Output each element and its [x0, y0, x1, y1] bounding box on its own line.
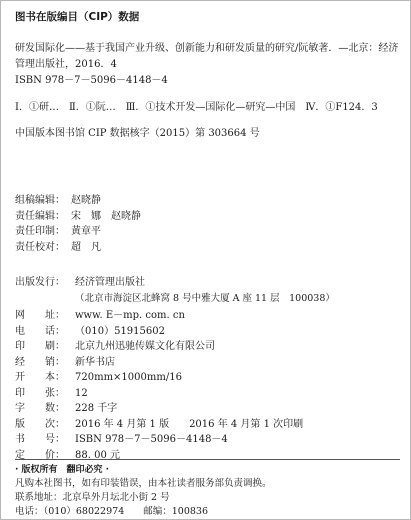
- detail-label: 版 次：: [15, 418, 65, 430]
- cip-heading: 图书在版编目（CIP）数据: [15, 11, 140, 23]
- detail-value: 2016 年 4 月第 1 版 2016 年 4 月第 1 次印刷: [75, 418, 304, 430]
- detail-row: [15, 355, 303, 371]
- editor-label: 责任编辑：: [15, 210, 65, 222]
- detail-row: [15, 417, 303, 433]
- editor-label: 责任校对：: [15, 241, 65, 253]
- divider-line: [15, 459, 400, 460]
- detail-value: 228 千字: [75, 403, 118, 414]
- detail-row: [15, 401, 303, 417]
- detail-value: www. E－mp. com. cn: [75, 310, 185, 321]
- editor-row: [15, 240, 141, 256]
- detail-label: 网 址：: [15, 310, 65, 321]
- detail-row: [15, 308, 303, 324]
- editor-value: 超 凡: [71, 241, 101, 253]
- detail-value: 12: [75, 387, 88, 399]
- copyright-notice: [15, 463, 272, 519]
- notice-line: 凡购本社图书，如有印装错误，由本社读者服务部负责调换。: [15, 478, 272, 489]
- cip-isbn: ISBN 978－7－5096－4148－4: [15, 75, 168, 86]
- detail-label: 书 号：: [15, 434, 65, 445]
- notice-address: 联系地址：北京阜外月坛北小街 2 号: [15, 492, 170, 503]
- detail-label: 字 数：: [15, 403, 65, 414]
- notice-heading: · 版权所有 翻印必究 ·: [15, 465, 110, 475]
- cip-entry-line-1: 研发国际化——基于我国产业升级、创新能力和研发质量的研究/阮敏著．—北京：经济: [15, 43, 399, 54]
- editor-row: [15, 224, 141, 240]
- notice-contact: 电话：（010）68022974 邮编：100836: [15, 506, 209, 517]
- detail-label: 电 话：: [15, 325, 65, 337]
- detail-row: [15, 432, 303, 448]
- detail-label: 经 销：: [15, 356, 65, 368]
- cip-subject-headings: Ⅰ．①研… Ⅱ．①阮… Ⅲ．①技术开发—国际化—研究—中国 Ⅳ．①F124．3: [15, 102, 378, 113]
- detail-value: ISBN 978－7－5096－4148－4: [75, 434, 228, 445]
- detail-row: [15, 448, 303, 464]
- detail-row: [15, 370, 303, 386]
- detail-value: 北京九州迅驰传媒文化有限公司: [75, 341, 215, 352]
- detail-row: [15, 339, 303, 355]
- detail-value: 88. 00 元: [75, 449, 120, 461]
- detail-row: [15, 386, 303, 402]
- publisher-row: [15, 275, 335, 291]
- detail-label: 定 价：: [15, 449, 65, 461]
- editor-row: [15, 209, 141, 225]
- detail-value: 720mm×1000mm/16: [75, 372, 182, 383]
- cip-record-number: 中国版本图书馆 CIP 数据核字（2015）第 303664 号: [15, 128, 260, 139]
- editor-label: 责任印制：: [15, 226, 65, 237]
- publisher-name: 经济管理出版社: [75, 277, 145, 288]
- publication-details: [15, 308, 303, 463]
- detail-label: 开 本：: [15, 372, 65, 383]
- publisher-block: [15, 275, 335, 306]
- detail-row: [15, 324, 303, 340]
- editor-value: 黄章平: [71, 226, 101, 237]
- detail-label: 印 刷：: [15, 341, 65, 352]
- publisher-address: （北京市海淀区北蜂窝 8 号中雅大厦 A 座 11 层 100038）: [75, 292, 335, 304]
- publisher-label: 出版发行：: [15, 277, 65, 288]
- editor-row: [15, 193, 141, 209]
- detail-value: 新华书店: [75, 356, 115, 368]
- detail-label: 印 张：: [15, 387, 65, 399]
- editor-value: 宋 娜 赵晓静: [71, 210, 141, 222]
- editor-credits: [15, 193, 141, 255]
- detail-value: （010）51915602: [75, 325, 165, 337]
- editor-value: 赵晓静: [71, 195, 101, 206]
- cip-entry-line-2: 管理出版社，2016．4: [15, 59, 117, 70]
- editor-label: 组稿编辑：: [15, 195, 65, 206]
